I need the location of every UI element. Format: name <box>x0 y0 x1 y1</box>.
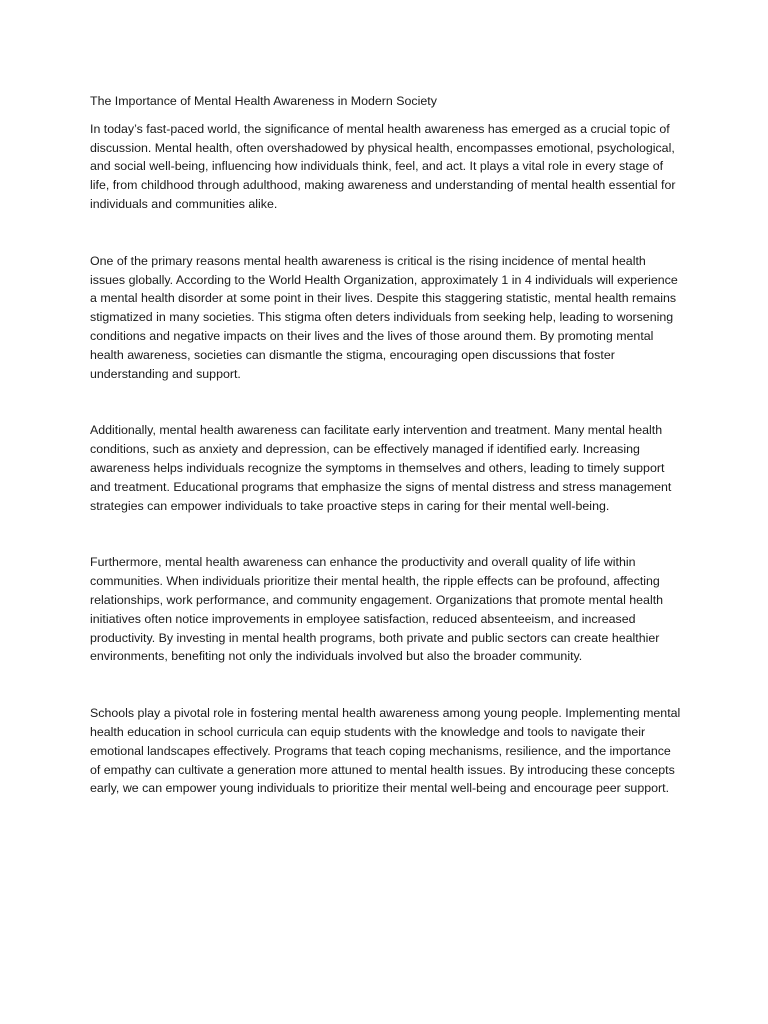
document-body <box>90 92 682 798</box>
paragraph-rising-incidence: One of the primary reasons mental health awareness is critical is the rising incidence of mental health issues globally. According to the World Health Organization, approximately 1 in 4 individuals will experience a mental health disorder at some point in their lives. Despite this staggering statistic, mental health remains stigmatized in many societies. This stigma often deters individuals from seeking help, leading to worsening conditions and negative impacts on their lives and the lives of those around them. By promoting mental health awareness, societies can dismantle the stigma, encouraging open discussions that foster understanding and support. <box>90 253 678 381</box>
paragraph-early-intervention: Additionally, mental health awareness can facilitate early intervention and treatment. Many mental health conditions, such as anxiety and depression, can be effectively managed if identified early. Increasing awareness helps individuals recognize the symptoms in themselves and others, leading to timely support and treatment. Educational programs that emphasize the signs of mental distress and stress management strategies can empower individuals to take proactive steps in caring for their mental well-being. <box>90 423 672 513</box>
paragraph-introduction: In today’s fast-paced world, the significance of mental health awareness has emerged as a crucial topic of discussion. Mental health, often overshadowed by physical health, encompasses emotional, psychological, and social well-being, influencing how individuals think, feel, and act. It plays a vital role in every stage of life, from childhood through adulthood, making awareness and understanding of mental health essential for individuals and communities alike. <box>90 121 676 211</box>
document-title: The Importance of Mental Health Awareness in Modern Society <box>90 94 437 108</box>
paragraph-productivity: Furthermore, mental health awareness can enhance the productivity and overall quality of life within communities. When individuals prioritize their mental health, the ripple effects can be profound, affecting relationships, work performance, and community engagement. Organizations that promote mental health initiatives often notice improvements in employee satisfaction, reduced absenteeism, and increased productivity. By investing in mental health programs, both private and public sectors can create healthier environments, benefiting not only the individuals involved but also the broader community. <box>90 555 664 664</box>
paragraph-schools: Schools play a pivotal role in fostering mental health awareness among young people. Implementing mental health education in school curricula can equip students with the knowledge and tools to navigate their emotional landscapes effectively. Programs that teach coping mechanisms, resilience, and the importance of empathy can cultivate a generation more attuned to mental health issues. By introducing these concepts early, we can empower young individuals to prioritize their mental well-being and encourage peer support. <box>90 706 681 796</box>
